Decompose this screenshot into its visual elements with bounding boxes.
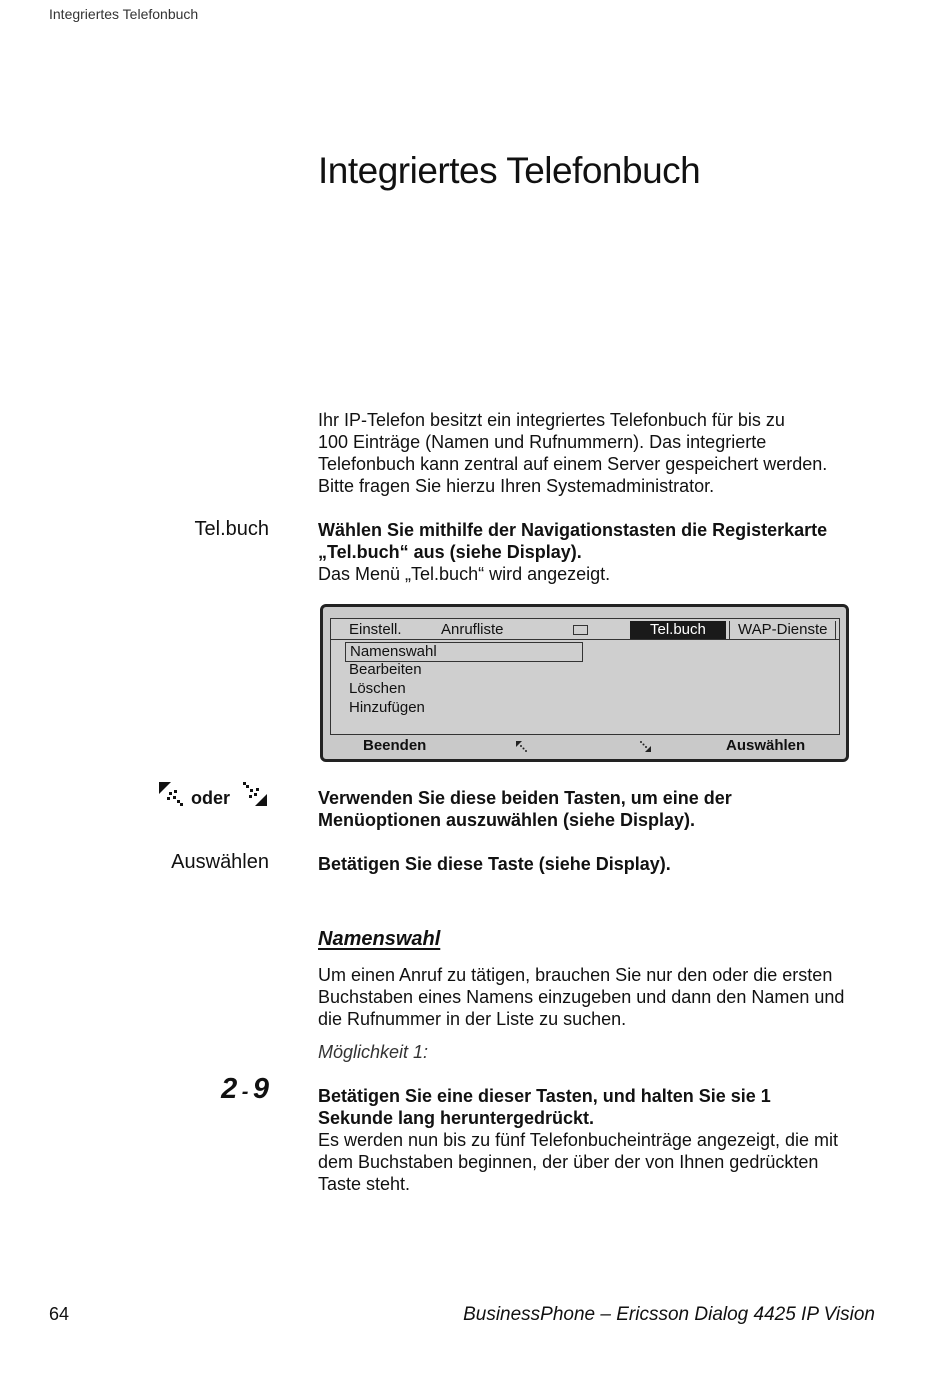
step-label-auswaehlen: Auswählen (171, 851, 269, 873)
phone-display (320, 604, 849, 762)
menu-item-namenswahl: Namenswahl (345, 642, 583, 662)
step4-line: Taste steht. (318, 1174, 411, 1194)
step2-bold-line: Menüoptionen auszuwählen (siehe Display). (318, 810, 696, 830)
step4-line: dem Buchstaben beginnen, der über der von Ihnen gedrückten (318, 1152, 819, 1172)
arrow-up-left-icon (515, 740, 528, 753)
menu-item-hinzufuegen: Hinzufügen (349, 699, 425, 716)
section-line: die Rufnummer in der Liste zu suchen. (318, 1009, 627, 1029)
section-heading-namenswahl: Namenswahl (318, 928, 441, 950)
softkey-auswaehlen: Auswählen (726, 737, 806, 754)
arrow-down-right-icon (242, 781, 268, 807)
step-label-telbuch: Tel.buch (194, 518, 269, 540)
key-from: 2 (221, 1073, 238, 1105)
step3-instruction: Betätigen Sie diese Taste (siehe Display). (318, 854, 671, 874)
display-screen (330, 618, 840, 735)
step1-bold-line: „Tel.buch“ aus (siehe Display). (318, 542, 582, 562)
step4-bold-line: Betätigen Sie eine dieser Tasten, und halten Sie sie 1 (318, 1086, 771, 1106)
footer-product: BusinessPhone – Ericsson Dialog 4425 IP Vision (463, 1304, 875, 1325)
arrow-up-left-icon (158, 781, 184, 807)
page-number: 64 (49, 1304, 70, 1324)
key-range (221, 1073, 269, 1106)
step4-bold-line: Sekunde lang heruntergedrückt. (318, 1108, 595, 1128)
menu-item-bearbeiten: Bearbeiten (349, 661, 422, 678)
tab-anrufliste: Anrufliste (441, 621, 504, 638)
display-tab-bar (331, 621, 839, 640)
intro-line: Ihr IP-Telefon besitzt ein integriertes Telefonbuch für bis zu (318, 410, 785, 430)
section-paragraph (318, 964, 898, 1030)
connector-oder: oder (191, 788, 231, 808)
step1-instruction (318, 519, 898, 585)
tab-wap-dienste: WAP-Dienste (729, 621, 836, 639)
menu-item-loeschen: Löschen (349, 680, 406, 697)
key-to: 9 (252, 1073, 269, 1105)
arrow-down-right-icon (639, 740, 652, 753)
step1-bold-line: Wählen Sie mithilfe der Navigationstasten die Registerkarte (318, 520, 828, 540)
section-line: Um einen Anruf zu tätigen, brauchen Sie nur den oder die ersten (318, 965, 833, 985)
page-title: Integriertes Telefonbuch (318, 150, 701, 191)
softkey-beenden: Beenden (363, 737, 427, 754)
step4-instruction (318, 1085, 898, 1195)
step4-line: Es werden nun bis zu fünf Telefonbucheinträge angezeigt, die mit (318, 1130, 839, 1150)
section-line: Buchstaben eines Namens einzugeben und dann den Namen und (318, 987, 845, 1007)
option-label: Möglichkeit 1: (318, 1042, 429, 1062)
key-separator: - (241, 1081, 249, 1103)
step1-note: Das Menü „Tel.buch“ wird angezeigt. (318, 564, 611, 584)
step2-bold-line: Verwenden Sie diese beiden Tasten, um eine der (318, 788, 732, 808)
intro-line: Bitte fragen Sie hierzu Ihren Systemadministrator. (318, 476, 715, 496)
step2-instruction (318, 787, 898, 831)
envelope-icon (573, 625, 588, 635)
running-header: Integriertes Telefonbuch (49, 6, 199, 22)
intro-paragraph (318, 409, 898, 497)
intro-line: Telefonbuch kann zentral auf einem Server gespeichert werden. (318, 454, 828, 474)
tab-telbuch: Tel.buch (630, 621, 726, 639)
tab-einstell: Einstell. (349, 621, 402, 638)
intro-line: 100 Einträge (Namen und Rufnummern). Das integrierte (318, 432, 767, 452)
